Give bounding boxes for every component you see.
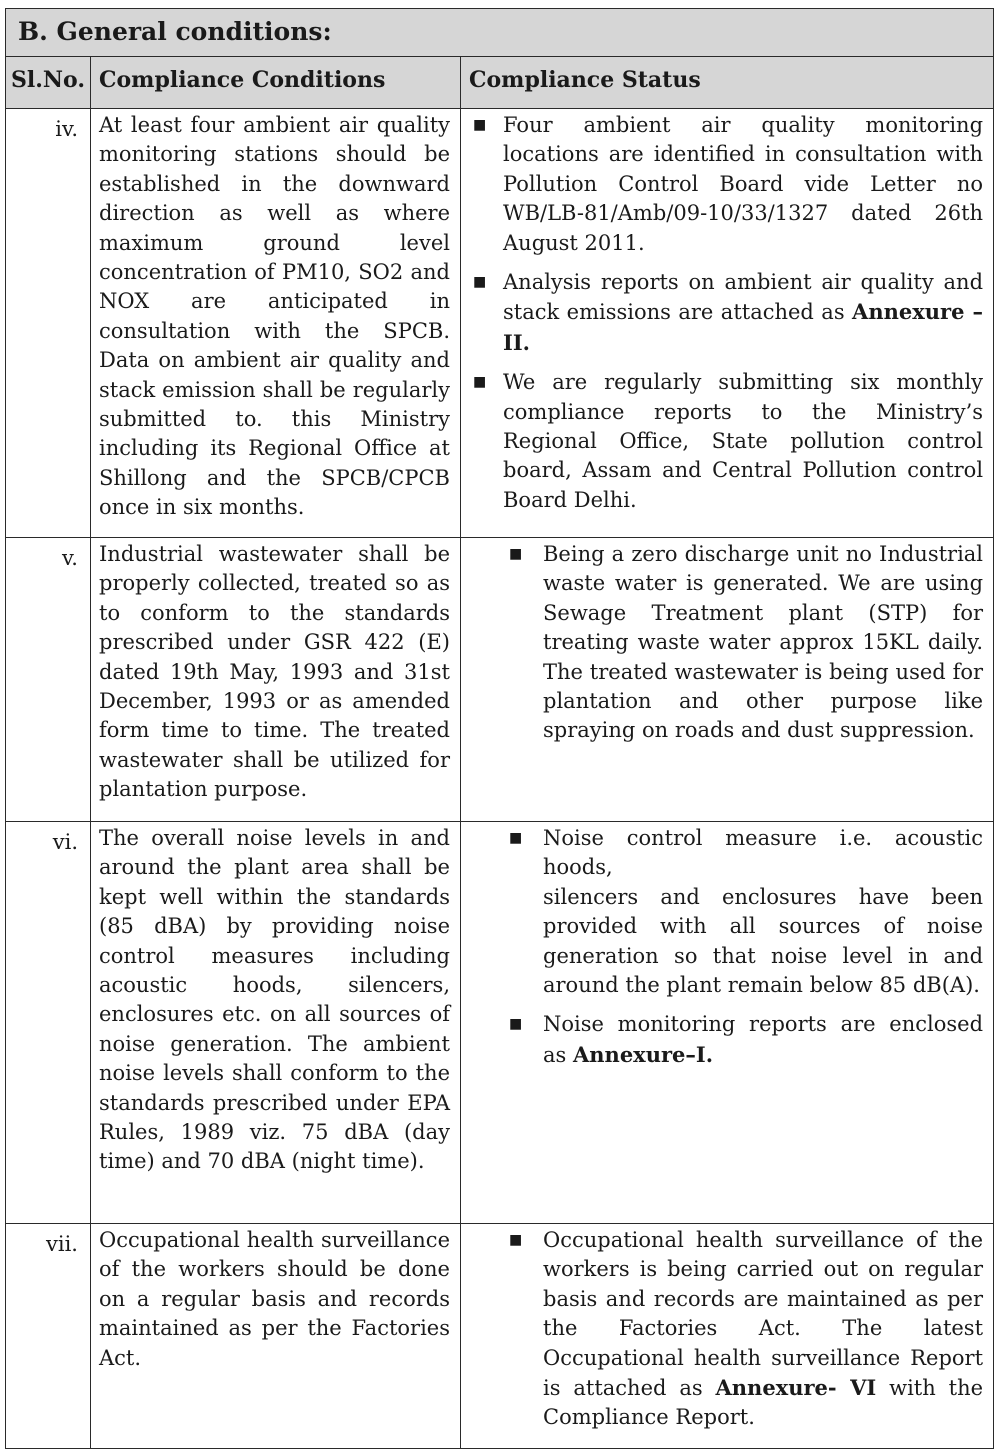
annexure-reference: Annexure- VI <box>715 1375 877 1401</box>
bullet-icon: ■ <box>509 546 523 562</box>
compliance-condition: At least four ambient air quality monitoring stations should be established in the downward direction as well as where maximum ground level concentration of PM10, SO2 and NOX are anticipated in consultation with the SPCB. Data on ambient air quality and stack emission shall be regularly submitted to. this Ministry including its Regional Office at Shillong and the SPCB/CPCB once in six months. <box>91 109 461 538</box>
compliance-condition: Occupational health surveillance of the workers should be done on a regular basis and records maintained as per the Factories Act. <box>91 1224 461 1449</box>
table-row <box>6 109 994 538</box>
compliance-status <box>461 109 994 538</box>
compliance-condition: Industrial wastewater shall be properly collected, treated so as to conform to the standards prescribed under GSR 422 (E) dated 19th May, 1993 and 31st December, 1993 or as amended form time to time. The treated wastewater shall be utilized for plantation purpose. <box>91 538 461 822</box>
status-item: ■ Noise monitoring reports are enclosed as Annexure–I. <box>509 1012 984 1067</box>
annexure-reference: Annexure – II. <box>503 299 984 355</box>
general-conditions-table <box>5 8 994 1449</box>
status-item: ■ Being a zero discharge unit no Industrial waste water is generated. We are using Sewage Treatment plant (STP) for treating waste water approx 15KL daily. The treated wastewater is being used for plantation and other purpose like spraying on roads and dust suppression. <box>509 542 984 743</box>
compliance-status <box>461 822 994 1224</box>
compliance-status <box>461 1224 994 1449</box>
table-row <box>6 538 994 822</box>
row-number: iv. <box>6 109 91 538</box>
header-sl-no: Sl.No. <box>6 57 91 109</box>
table-row <box>6 1224 994 1449</box>
bullet-icon: ■ <box>473 274 487 291</box>
status-list <box>461 111 983 515</box>
bullet-icon: ■ <box>473 117 487 133</box>
bullet-icon: ■ <box>509 830 523 846</box>
bullet-icon: ■ <box>509 1016 523 1033</box>
row-number: vii. <box>6 1224 91 1449</box>
row-number: vi. <box>6 822 91 1224</box>
bullet-icon: ■ <box>473 374 487 391</box>
header-compliance-status: Compliance Status <box>461 57 994 109</box>
status-item: ■ Four ambient air quality monitoring locations are identified in consultation with Pollution Control Board vide Letter no WB/LB-81/Amb/09-10/33/1327 dated 26th August 2011. <box>473 113 984 255</box>
compliance-condition: The overall noise levels in and around the plant area shall be kept well within the standards (85 dBA) by providing noise control measures including acoustic hoods, silencers, enclosures etc. on all sources of noise generation. The ambient noise levels shall conform to the standards prescribed under EPA Rules, 1989 viz. 75 dBA (day time) and 70 dBA (night time). <box>91 822 461 1224</box>
bullet-icon: ■ <box>509 1232 523 1248</box>
status-list <box>461 824 983 1070</box>
annexure-reference: Annexure–I. <box>572 1041 714 1067</box>
row-number: v. <box>6 538 91 822</box>
section-title: B. General conditions: <box>6 9 994 57</box>
status-item: ■ Occupational health surveillance of the workers is being carried out on regular basis and records are maintained as per the Factories Act. The latest Occupational health surveillance Report is attached as Annexure- VI with the Compliance Report. <box>509 1228 984 1430</box>
header-compliance-conditions: Compliance Conditions <box>91 57 461 109</box>
table-row <box>6 822 994 1224</box>
status-item: ■ Noise control measure i.e. acoustic hoods, silencers and enclosures have been provided with all sources of noise generation so that noise level in and around the plant remain below 85 dB(A). <box>509 826 984 998</box>
status-list <box>461 1226 983 1433</box>
status-list <box>461 540 983 746</box>
compliance-status <box>461 538 994 822</box>
status-item: ■ Analysis reports on ambient air quality and stack emissions are attached as Annexure – II. <box>473 270 984 355</box>
status-item: ■ We are regularly submitting six monthly compliance reports to the Ministry’s Regional Office, State pollution control board, Assam and Central Pollution control Board Delhi. <box>473 370 984 512</box>
